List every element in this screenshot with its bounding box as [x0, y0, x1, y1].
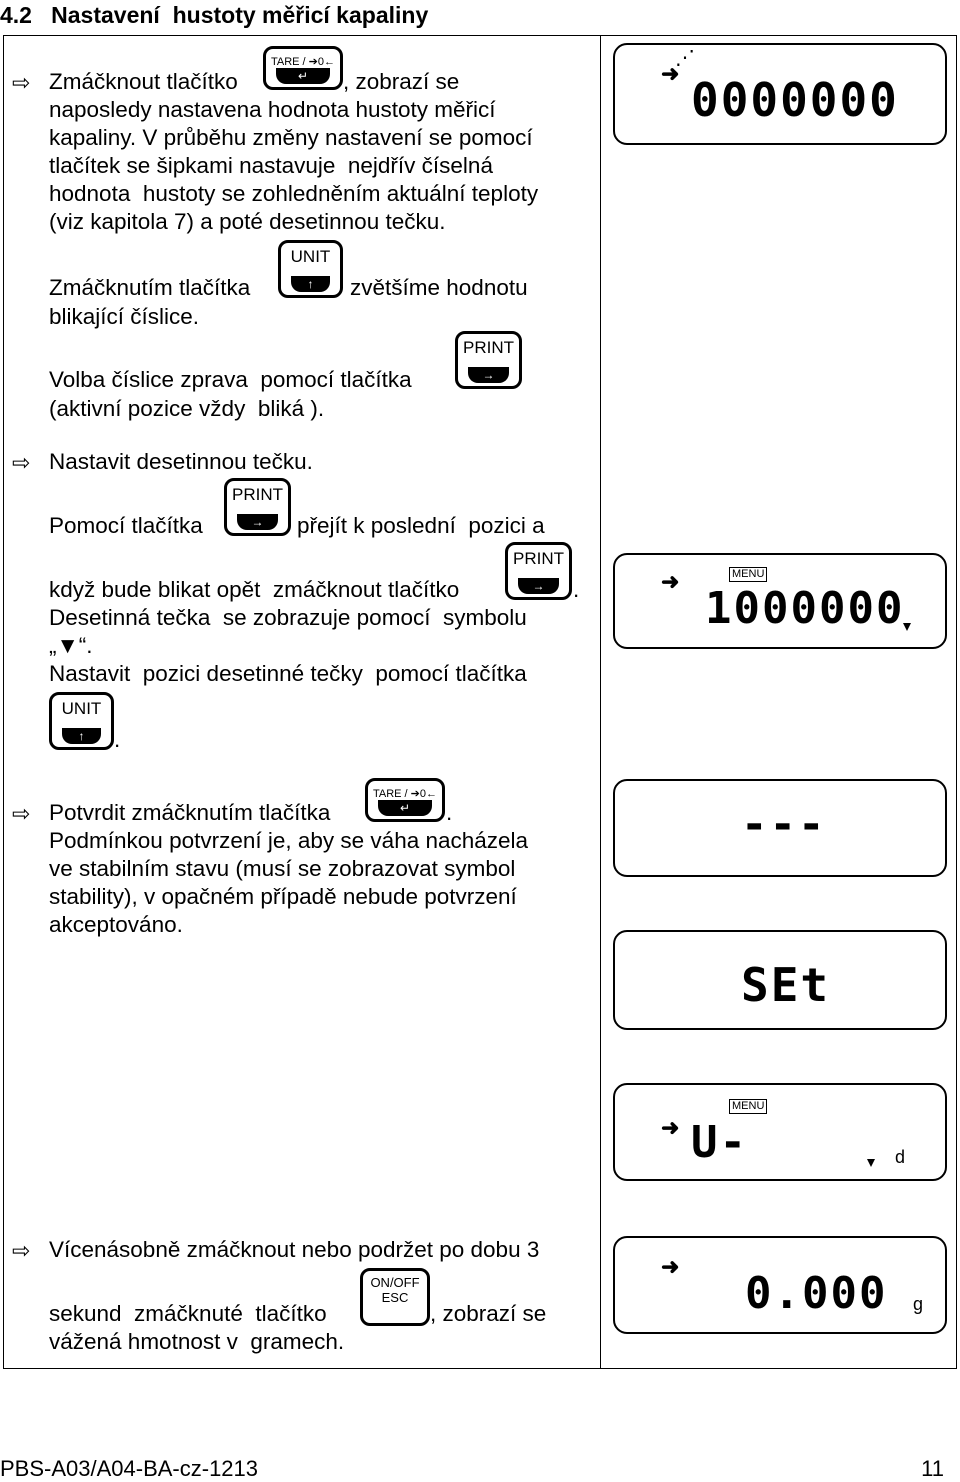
footer-doc-id: PBS-A03/A04-BA-cz-1213	[0, 1456, 259, 1481]
menu-indicator: MENU	[729, 1099, 767, 1114]
print-sel-b: (aktivní pozice vždy bliká ).	[49, 396, 325, 421]
arrow-right-icon: →	[237, 514, 278, 530]
menu-indicator: MENU	[729, 567, 767, 582]
unit-inc-a: Zmáčknutím tlačítka	[49, 275, 251, 300]
unit-key	[49, 692, 114, 750]
stability-arrow-icon: ➜	[661, 1254, 680, 1279]
footer-page-number: 11	[921, 1456, 944, 1481]
unit-inc-b: zvětšíme hodnotu	[350, 275, 528, 300]
arrow-right-icon: →	[468, 367, 509, 383]
para2-d: Desetinná tečka se zobrazuje pomocí symbolu	[49, 605, 527, 630]
display-5	[613, 1083, 947, 1181]
print-sel-a: Volba číslice zprava pomocí tlačítka	[49, 367, 412, 392]
arrow-right-icon: →	[518, 578, 559, 594]
display-1	[613, 43, 947, 145]
hollow-arrow-icon: ⇨	[12, 1238, 31, 1263]
column-divider	[600, 35, 601, 1369]
display-readout: 0000000	[691, 73, 899, 127]
unit-inc-c: blikající číslice.	[49, 304, 200, 329]
para3-line: ve stabilním stavu (musí se zobrazovat symbol	[49, 856, 516, 881]
stability-arrow-icon: ➜	[661, 61, 680, 86]
print-key-label: PRINT	[463, 338, 514, 357]
print-key	[455, 331, 522, 389]
para4-b: sekund zmáčknuté tlačítko	[49, 1301, 327, 1326]
unit-key-label: UNIT	[61, 699, 102, 718]
para1-line1a: Zmáčknout tlačítko	[49, 69, 238, 94]
para1-line: kapaliny. V průběhu změny nastavení se pomocí	[49, 125, 533, 150]
section-heading: 4.2 Nastavení hustoty měřicí kapaliny	[0, 2, 429, 28]
tare-key-label: TARE / ➔0←	[372, 788, 438, 800]
print-key	[224, 478, 291, 536]
para3-line: akceptováno.	[49, 912, 183, 937]
print-key	[505, 542, 572, 600]
arrow-up-icon: ↑	[62, 728, 101, 744]
enter-icon: ↵	[276, 68, 330, 84]
arrow-up-icon: ↑	[291, 276, 330, 292]
unit-label: d	[895, 1147, 906, 1167]
tare-key	[365, 778, 445, 822]
display-6	[613, 1236, 947, 1334]
para2-e: „▼“.	[49, 633, 93, 658]
blink-rays-icon: ⋰	[675, 47, 695, 69]
para1-line: naposledy nastavena hodnota hustoty měřicí	[49, 97, 496, 122]
unit-key	[278, 240, 343, 298]
para2-b: přejít k poslední pozici a	[297, 513, 545, 538]
para3-a: Potvrdit zmáčknutím tlačítka	[49, 800, 331, 825]
para1-line: hodnota hustoty se zohledněním aktuální teploty	[49, 181, 539, 206]
display-readout: 1000000	[705, 583, 905, 634]
para2-f: Nastavit pozici desetinné tečky pomocí tlačítka	[49, 661, 527, 686]
para4-a: Vícenásobně zmáčknout nebo podržet po dobu 3	[49, 1237, 540, 1262]
display-readout: U-	[691, 1117, 748, 1168]
stability-arrow-icon: ➜	[661, 1115, 680, 1140]
para2-c2: .	[573, 577, 580, 602]
para1-line: tlačítek se šipkami nastavuje nejdřív číselná	[49, 153, 493, 178]
para2-g: .	[114, 727, 121, 752]
tare-key	[263, 46, 343, 90]
unit-label: g	[913, 1294, 924, 1314]
para3-line: Podmínkou potvrzení je, aby se váha nacházela	[49, 828, 529, 853]
tare-key-label: TARE / ➔0←	[270, 56, 336, 68]
stability-arrow-icon: ➜	[661, 569, 680, 594]
onoff-key-label: ON/OFF	[370, 1275, 420, 1290]
print-key-label: PRINT	[513, 549, 564, 568]
para3-line: stability), v opačném případě nebude potvrzení	[49, 884, 517, 909]
display-readout: SEt	[741, 958, 831, 1012]
print-key-label: PRINT	[232, 485, 283, 504]
para2-title: Nastavit desetinnou tečku.	[49, 449, 313, 474]
display-2	[613, 553, 947, 649]
decimal-indicator-icon	[867, 1159, 875, 1167]
display-4	[613, 930, 947, 1030]
enter-icon: ↵	[378, 800, 432, 816]
para1-line: (viz kapitola 7) a poté desetinnou tečku.	[49, 209, 446, 234]
hollow-arrow-icon: ⇨	[12, 450, 31, 475]
para1-line1b: , zobrazí se	[343, 69, 460, 94]
para2-a: Pomocí tlačítka	[49, 513, 203, 538]
para3-a2: .	[446, 800, 453, 825]
esc-key-label: ESC	[381, 1290, 409, 1305]
display-readout: ---	[741, 799, 827, 850]
display-3	[613, 779, 947, 877]
display-readout: 0.000	[745, 1268, 888, 1319]
unit-key-label: UNIT	[290, 247, 331, 266]
hollow-arrow-icon: ⇨	[12, 70, 31, 95]
onoff-esc-key	[360, 1268, 430, 1326]
para4-b2: , zobrazí se	[430, 1301, 547, 1326]
para4-c: vážená hmotnost v gramech.	[49, 1329, 345, 1354]
para2-c: když bude blikat opět zmáčknout tlačítko	[49, 577, 460, 602]
hollow-arrow-icon: ⇨	[12, 801, 31, 826]
decimal-indicator-icon	[903, 623, 911, 631]
